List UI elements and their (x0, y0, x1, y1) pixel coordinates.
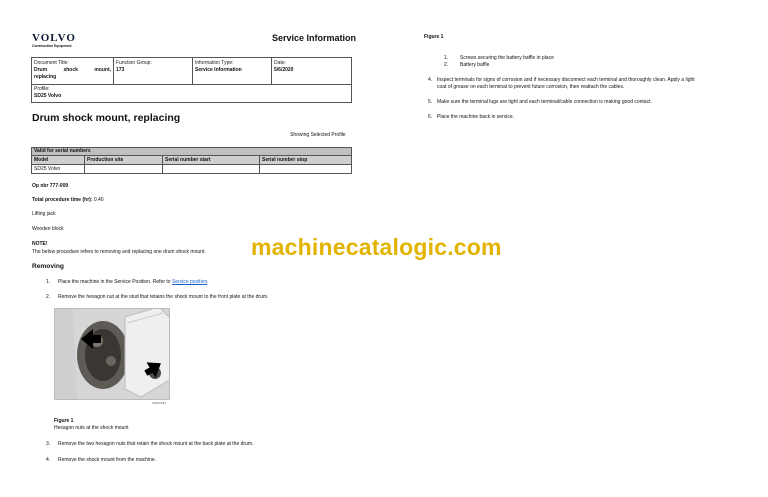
table-row (32, 165, 351, 173)
date-value: 5/6/2020 (274, 67, 294, 73)
information-type-label: Information Type: (195, 60, 234, 66)
list-item (428, 77, 758, 91)
date-label: Date: (274, 60, 286, 66)
document-title-value: Drum shock mount, (34, 67, 111, 73)
legend-text: Screws securing the battery baffle in place (460, 55, 554, 61)
list-item (46, 279, 346, 286)
photo-id: V1067434 (152, 401, 166, 405)
step-text: Remove the two hexagon nuts that retain the shock mount at the back plate at the drum. (58, 441, 254, 447)
step-number: 4. (46, 457, 51, 463)
cell-production-site (84, 165, 162, 173)
cell-serial-stop (259, 165, 353, 173)
step1-text: Place the machine in the Service Position. Refer to (58, 279, 171, 285)
service-position-link[interactable]: Service position (171, 279, 208, 285)
information-type-value: Service Information (195, 67, 242, 73)
cell-model: SD25 Volvo (34, 166, 61, 172)
brand-subtitle: Construction Equipment (32, 44, 72, 48)
step-text (58, 279, 209, 286)
step-number: 2. (46, 294, 51, 300)
step-number: 3. (46, 441, 51, 447)
serial-numbers-table (31, 147, 352, 174)
total-time-value: 0.40 (93, 197, 104, 203)
profile-label: Profile: (34, 86, 50, 92)
document-info-table (31, 57, 352, 103)
profile-value: SD25 Volvo (34, 93, 62, 99)
list-item (428, 99, 758, 106)
document-title-label: Document Title: (34, 60, 69, 66)
list-item (46, 294, 346, 301)
document-title-cell (32, 58, 113, 84)
list-item (46, 457, 346, 464)
column-header-model: Model (34, 157, 49, 163)
document-title-value-line2: replacing (34, 74, 57, 80)
showing-profile-text: Showing Selected Profile (290, 132, 346, 138)
step-text: Make sure the terminal lugs are tight and each terminal/cable connection is making good contact. (437, 99, 652, 105)
total-procedure-time (32, 197, 104, 204)
function-group-value: 173 (116, 67, 125, 73)
tool-lifting-jack: Lifting jack (32, 211, 56, 217)
op-number: Op nbr 777-009 (32, 183, 69, 189)
legend-item (444, 62, 644, 69)
figure-label: Figure 1 (54, 418, 74, 424)
step-number: 6. (428, 114, 433, 120)
legend-number: 2. (444, 62, 449, 68)
removing-heading: Removing (32, 263, 64, 270)
column-header-serial-start: Serial number start (162, 156, 259, 164)
list-item (46, 441, 346, 448)
right-figure-label: Figure 1 (424, 34, 444, 40)
serial-table-heading: Valid for serial numbers (32, 148, 351, 156)
date-cell (271, 58, 353, 84)
profile-cell (34, 86, 61, 100)
function-group-label: Function Group: (116, 60, 152, 66)
legend-item (444, 55, 644, 62)
column-header-serial-stop: Serial number stop (259, 156, 353, 164)
tool-wooden-block: Wooden block (32, 226, 64, 232)
volvo-logo: VOLVO (32, 32, 76, 44)
step-number: 1. (46, 279, 51, 285)
step-number: 4. (428, 77, 433, 83)
step-number: 5. (428, 99, 433, 105)
shock-mount-illustration (55, 309, 170, 400)
note-text: The below procedure refers to removing and replacing one drum shock mount. (32, 249, 206, 255)
function-group-cell (113, 58, 192, 84)
list-item (428, 114, 758, 121)
total-time-label: Total procedure time (hr): (32, 197, 93, 203)
legend-text: Battery baffle (460, 62, 490, 68)
step-text: Place the machine back in service. (437, 114, 514, 120)
figure-caption: Hexagon nuts at the shock mount (54, 425, 129, 431)
serial-table-header-row (32, 156, 351, 165)
step-text: Remove the hexagon nut at the stud that retains the shock mount to the front plate at the drum. (58, 294, 269, 300)
service-information-heading: Service Information (272, 33, 357, 43)
step1-suffix: . (207, 279, 209, 285)
information-type-cell (192, 58, 271, 84)
watermark: machinecatalogic.com (251, 234, 502, 260)
step-text-line2: coat of grease on each terminal to prevent future corrosion, then reattach the cables. (437, 84, 625, 90)
page-title: Drum shock mount, replacing (32, 112, 181, 124)
shock-mount-photo (54, 308, 170, 400)
note-label: NOTE! (32, 241, 48, 247)
cell-serial-start (162, 165, 259, 173)
step-text: Inspect terminals for signs of corrosion and if necessary disconnect each terminal and thoroughly clean. Apply a light (437, 77, 695, 83)
step-text: Remove the shock mount from the machine. (58, 457, 157, 463)
column-header-production-site: Production site (84, 156, 162, 164)
legend-number: 1. (444, 55, 449, 61)
